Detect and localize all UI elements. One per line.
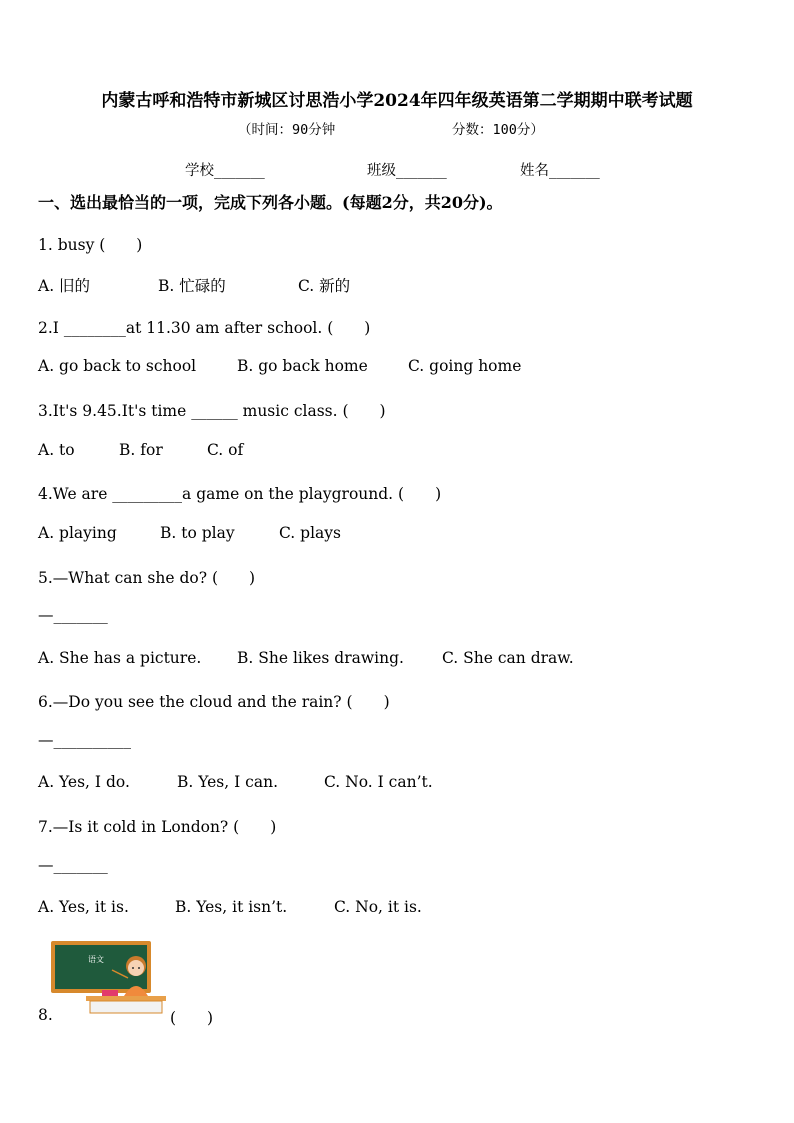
q4-option-a: A. playing bbox=[38, 524, 117, 542]
q1-option-b: B. 忙碌的 bbox=[158, 277, 226, 295]
question-2: 2.I ________at 11.30 am after school. ( ) bbox=[38, 319, 371, 337]
desk-body bbox=[90, 1001, 162, 1013]
question-4: 4.We are _________a game on the playground. ( ) bbox=[38, 485, 442, 503]
name-field: 姓名_______ bbox=[520, 163, 600, 179]
q6-option-c: C. No. I can’t. bbox=[324, 773, 433, 791]
school-field: 学校_______ bbox=[185, 163, 265, 179]
exam-time: （时间：90分钟 bbox=[238, 122, 336, 138]
class-field: 班级_______ bbox=[367, 163, 447, 179]
q6-answer-line: —__________ bbox=[38, 731, 131, 749]
question-5: 5.—What can she do? ( ) bbox=[38, 569, 256, 587]
q8-paren: ( ) bbox=[170, 1009, 214, 1027]
desk-top bbox=[86, 996, 166, 1001]
exam-score: 分数：100分） bbox=[452, 122, 544, 138]
q1-option-a: A. 旧的 bbox=[38, 277, 91, 295]
teacher-eye-right bbox=[138, 967, 140, 969]
page-title: 内蒙古呼和浩特市新城区讨思浩小学2024年四年级英语第二学期期中联考试题 bbox=[101, 91, 693, 111]
q2-option-c: C. going home bbox=[408, 357, 522, 375]
question-6: 6.—Do you see the cloud and the rain? ( ) bbox=[38, 693, 390, 711]
q3-option-a: A. to bbox=[38, 441, 75, 459]
question-1: 1. busy ( ) bbox=[38, 236, 143, 254]
section-heading: 一、选出最恰当的一项，完成下列各小题。(每题2分，共20分)。 bbox=[38, 193, 503, 212]
q7-option-c: C. No, it is. bbox=[334, 898, 422, 916]
q6-option-b: B. Yes, I can. bbox=[177, 773, 278, 791]
q1-option-c: C. 新的 bbox=[298, 277, 351, 295]
blackboard-text: 语文 bbox=[88, 955, 104, 964]
q3-option-c: C. of bbox=[207, 441, 244, 459]
q2-option-a: A. go back to school bbox=[38, 357, 197, 375]
q3-option-b: B. for bbox=[119, 441, 163, 459]
book-stack bbox=[102, 990, 118, 996]
teacher-eye-left bbox=[132, 967, 134, 969]
q5-option-a: A. She has a picture. bbox=[38, 649, 202, 667]
question-3: 3.It's 9.45.It's time ______ music class. ( ) bbox=[38, 402, 386, 420]
q7-answer-line: —_______ bbox=[38, 856, 108, 874]
q7-option-b: B. Yes, it isn’t. bbox=[175, 898, 288, 916]
q6-option-a: A. Yes, I do. bbox=[38, 773, 130, 791]
q2-option-b: B. go back home bbox=[237, 357, 368, 375]
q5-option-b: B. She likes drawing. bbox=[237, 649, 404, 667]
teacher-face bbox=[128, 960, 144, 976]
question-8-number: 8. bbox=[38, 1006, 53, 1024]
q5-option-c: C. She can draw. bbox=[442, 649, 574, 667]
q5-answer-line: —_______ bbox=[38, 606, 108, 624]
question-7: 7.—Is it cold in London? ( ) bbox=[38, 818, 277, 836]
teacher-blackboard-picture bbox=[50, 940, 168, 1016]
q4-option-b: B. to play bbox=[160, 524, 235, 542]
q7-option-a: A. Yes, it is. bbox=[38, 898, 129, 916]
q4-option-c: C. plays bbox=[279, 524, 341, 542]
